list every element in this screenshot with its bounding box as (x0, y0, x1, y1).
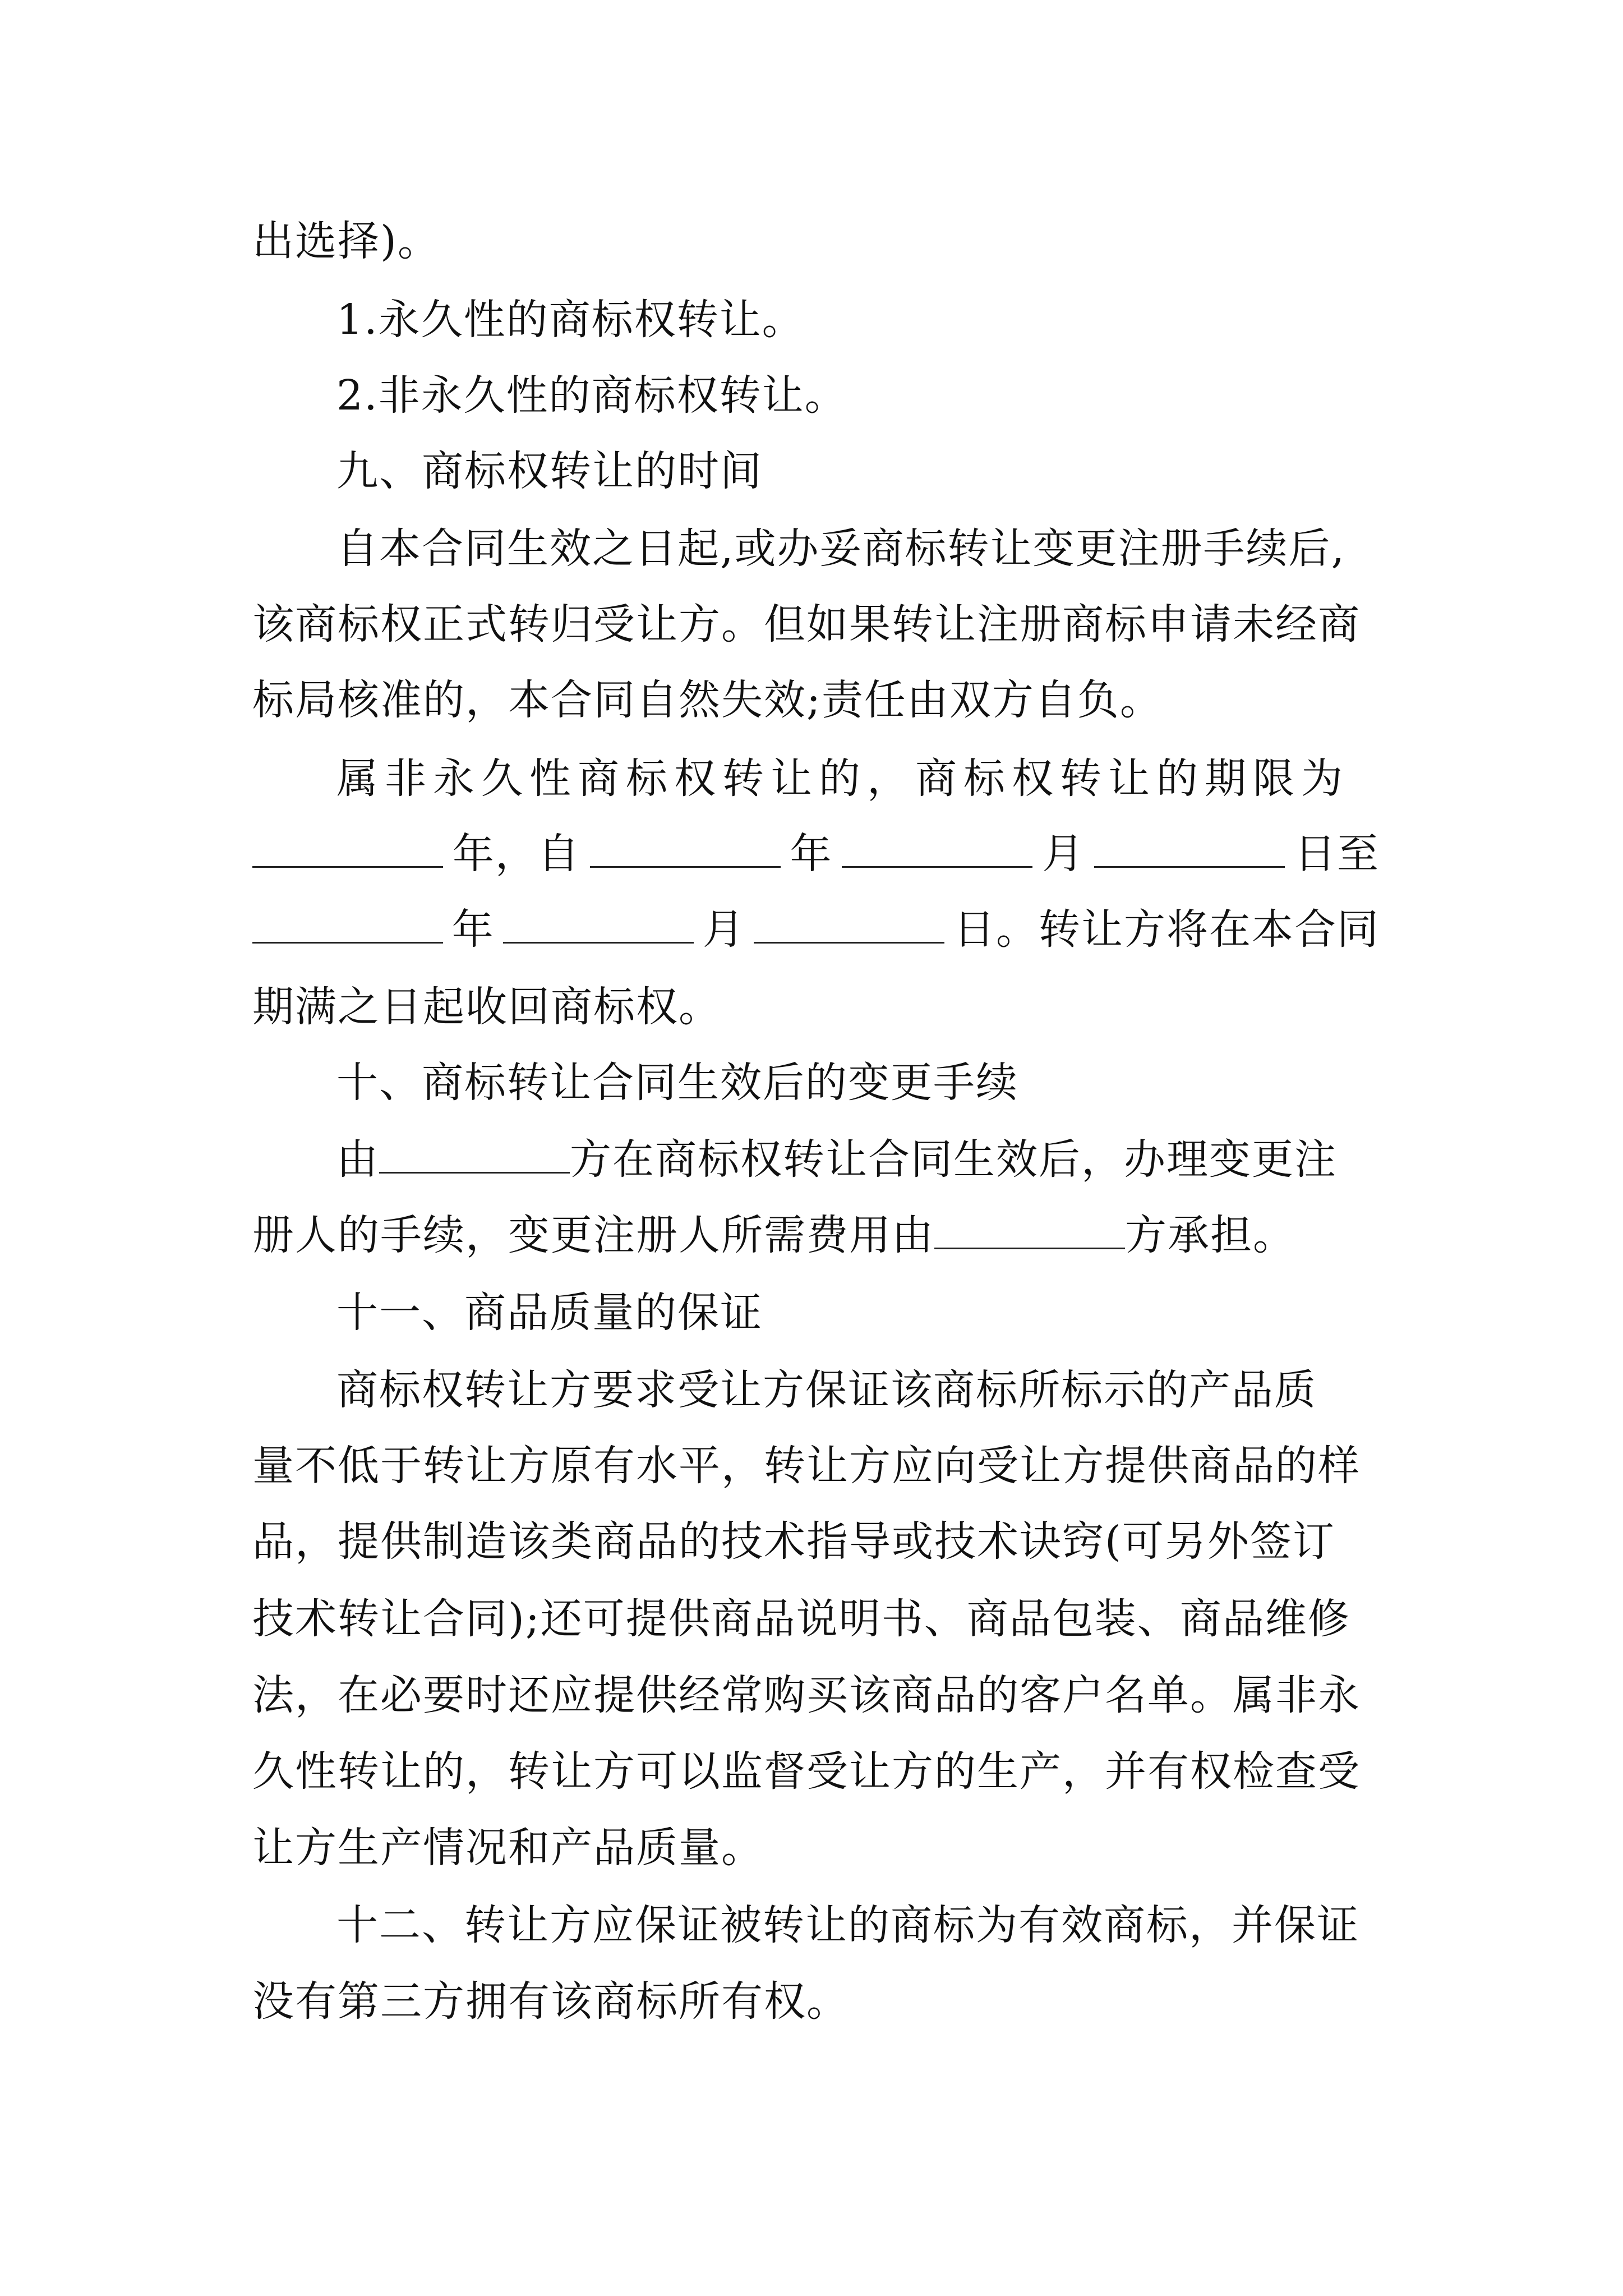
text-line: 让方生产情况和产品质量。 (252, 1824, 764, 1872)
change-fill-line (252, 1207, 1380, 1263)
text-fragment: 由 (336, 1135, 379, 1184)
section-heading: 十一、商品质量的保证 (336, 1289, 763, 1337)
text-fragment: 月 (702, 905, 745, 954)
text-line: 该商标权正式转归受让方。但如果转让注册商标申请未经商 (252, 600, 1361, 648)
blank-field[interactable] (252, 906, 443, 944)
text-line: 属非永久性商标权转让的，商标权转让的期限为 (336, 754, 1349, 803)
text-fragment: 年 (451, 905, 495, 954)
text-line: 法，在必要时还应提供经常购买该商品的客户名单。属非永 (252, 1671, 1361, 1719)
text-line: 出选择)。 (252, 217, 440, 265)
blank-field[interactable] (934, 1212, 1125, 1249)
blank-field[interactable] (503, 906, 694, 944)
text-line: 1.永久性的商标权转让。 (336, 296, 805, 344)
blank-field[interactable] (842, 830, 1032, 868)
text-fragment: 月 (1042, 830, 1085, 878)
text-line: 量不低于转让方原有水平，转让方应向受让方提供商品的样 (252, 1442, 1361, 1490)
blank-field[interactable] (1094, 830, 1285, 868)
blank-field[interactable] (252, 830, 443, 868)
section-heading: 九、商标权转让的时间 (336, 447, 763, 495)
text-line: 久性转让的，转让方可以监督受让方的生产，并有权检查受 (252, 1747, 1361, 1796)
section-heading: 十、商标转让合同生效后的变更手续 (336, 1059, 1018, 1107)
section-heading: 十二、转让方应保证被转让的商标为有效商标，并保证 (336, 1901, 1359, 1949)
text-line: 期满之日起收回商标权。 (252, 983, 721, 1031)
text-fragment: 方在商标权转让合同生效后，办理变更注 (570, 1135, 1337, 1184)
change-fill-line (336, 1131, 1380, 1188)
text-fragment: 年，自 (452, 830, 580, 878)
text-line: 品，提供制造该类商品的技术指导或技术诀窍(可另外签订 (252, 1517, 1335, 1566)
text-line: 2.非永久性的商标权转让。 (336, 371, 847, 420)
text-line: 没有第三方拥有该商标所有权。 (252, 1977, 849, 2026)
text-line: 技术转让合同);还可提供商品说明书、商品包装、商品维修 (252, 1595, 1350, 1643)
text-fragment: 日至 (1294, 830, 1380, 878)
text-fragment: 册人的手续，变更注册人所需费用由 (252, 1211, 934, 1259)
blank-field[interactable] (590, 830, 781, 868)
period-fill-line (252, 901, 1380, 958)
text-fragment: 方承担。 (1125, 1211, 1295, 1259)
text-fragment: 日。转让方将在本合同 (953, 905, 1380, 954)
blank-field[interactable] (379, 1136, 570, 1174)
period-fill-line (252, 826, 1380, 882)
text-line: 标局核准的，本合同自然失效;责任由双方自负。 (252, 676, 1163, 724)
text-fragment: 年 (790, 830, 833, 878)
blank-field[interactable] (754, 906, 944, 944)
text-line: 商标权转让方要求受让方保证该商标所标示的产品质 (336, 1366, 1317, 1414)
text-line: 自本合同生效之日起,或办妥商标转让变更注册手续后, (336, 524, 1346, 573)
